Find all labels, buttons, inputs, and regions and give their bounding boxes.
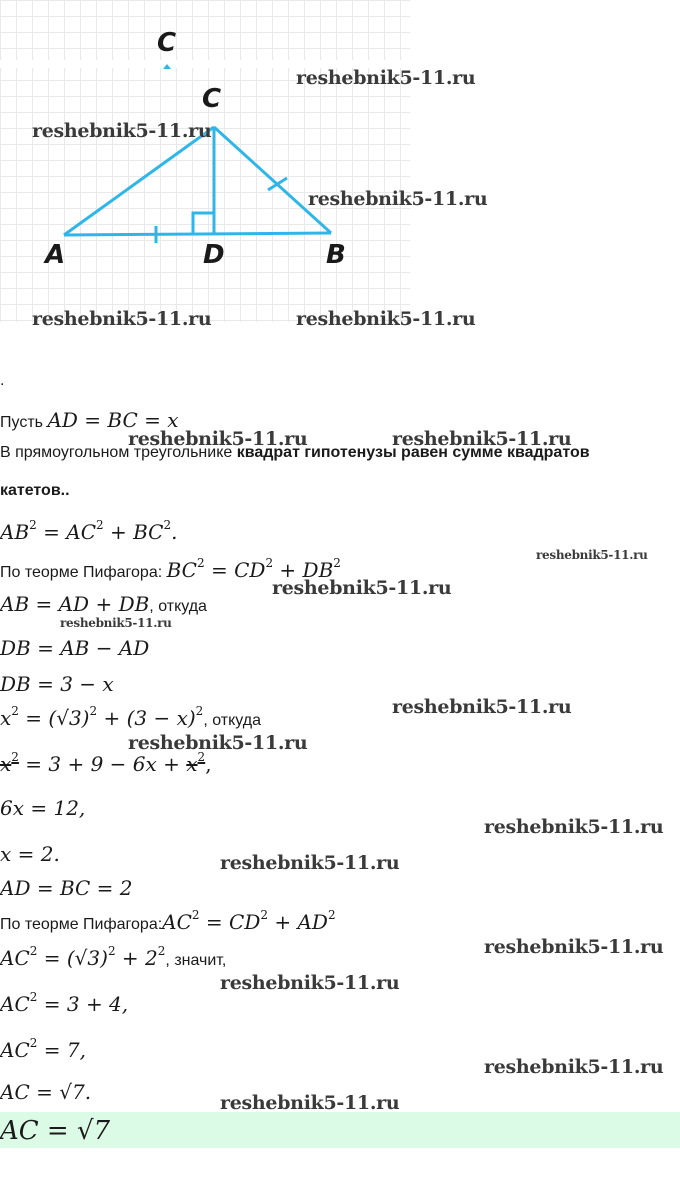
l13-math: AD = BC = 2 bbox=[0, 876, 133, 900]
vertex-label-c: C bbox=[202, 84, 222, 114]
l10-math: = 3 + 9 − 6x + bbox=[18, 752, 187, 776]
l1-text: Пусть bbox=[0, 414, 48, 431]
watermark: reshebnik5-11.ru bbox=[272, 577, 452, 599]
l10-strike-1: $x^2$ bbox=[0, 750, 19, 776]
watermark: reshebnik5-11.ru bbox=[128, 428, 308, 450]
c-marker-tick bbox=[163, 64, 171, 69]
solution-line-18 bbox=[0, 1080, 91, 1104]
l3-tail: .. bbox=[60, 482, 70, 499]
solution-line-4 bbox=[0, 520, 177, 544]
l8-math: DB = 3 − x bbox=[0, 672, 114, 696]
solution-line-15 bbox=[0, 946, 226, 970]
vertex-label-c-top: C bbox=[157, 28, 177, 58]
watermark: reshebnik5-11.ru bbox=[296, 67, 476, 89]
triangle-figure bbox=[0, 0, 420, 330]
l16-math: $AC^2 = 3 + 4$, bbox=[0, 990, 129, 1016]
watermark: reshebnik5-11.ru bbox=[60, 616, 172, 630]
solution-line-7 bbox=[0, 636, 149, 660]
solution-line-9 bbox=[0, 706, 261, 730]
solution-line-10 bbox=[0, 752, 212, 776]
solution-line-13 bbox=[0, 876, 133, 900]
watermark: reshebnik5-11.ru bbox=[392, 696, 572, 718]
answer-line bbox=[0, 1116, 110, 1146]
watermark: reshebnik5-11.ru bbox=[484, 1056, 664, 1078]
watermark: reshebnik5-11.ru bbox=[220, 852, 400, 874]
watermark: reshebnik5-11.ru bbox=[484, 936, 664, 958]
stray-dot: . bbox=[0, 372, 5, 389]
side-ab bbox=[64, 233, 331, 235]
watermark: reshebnik5-11.ru bbox=[308, 188, 488, 210]
l6-math: AB = AD + DB bbox=[0, 592, 150, 616]
answer-math: AC = √7 bbox=[0, 1116, 111, 1146]
l5-text: По теорме Пифагора: bbox=[0, 564, 167, 581]
solution-line-6 bbox=[0, 592, 207, 616]
l15-text: , значит, bbox=[165, 952, 227, 969]
l9-text: , откуда bbox=[203, 712, 261, 729]
l4-math: $AB^2 = AC^2 + BC^2$. bbox=[0, 518, 178, 544]
l9-math: $x^2 = (√3)^2 + (3 - x)^2$ bbox=[0, 704, 204, 730]
watermark: reshebnik5-11.ru bbox=[220, 972, 400, 994]
watermark: reshebnik5-11.ru bbox=[220, 1092, 400, 1114]
l11-math: 6x = 12, bbox=[0, 796, 86, 820]
solution-line-8 bbox=[0, 672, 114, 696]
watermark: reshebnik5-11.ru bbox=[392, 428, 572, 450]
l10-strike-2: $x^2$ bbox=[186, 750, 206, 776]
l2-bold: квадрат гипотенузы равен сумме квадратов bbox=[236, 444, 590, 461]
l18-math: AC = √7. bbox=[0, 1080, 92, 1104]
vertex-label-b: B bbox=[326, 240, 346, 270]
vertex-label-a: A bbox=[45, 240, 66, 270]
solution-line-17 bbox=[0, 1038, 86, 1062]
watermark: reshebnik5-11.ru bbox=[536, 548, 648, 562]
l12-math: x = 2. bbox=[0, 842, 60, 866]
l3-bold: катетов bbox=[0, 482, 61, 499]
l15-math: $AC^2 = (√3)^2 + 2^2$ bbox=[0, 944, 166, 970]
watermark: reshebnik5-11.ru bbox=[296, 308, 476, 330]
l14-text: По теорме Пифагора: bbox=[0, 916, 163, 933]
watermark: reshebnik5-11.ru bbox=[32, 308, 212, 330]
l14-math: $AC^2 = CD^2 + AD^2$ bbox=[162, 908, 336, 934]
watermark: reshebnik5-11.ru bbox=[128, 732, 308, 754]
l1-math: AD = BC = x bbox=[47, 408, 179, 432]
side-cb bbox=[214, 127, 331, 233]
solution-line-3 bbox=[0, 482, 70, 500]
l2-text: В прямоугольном треугольнике bbox=[0, 444, 237, 461]
l10-tail: , bbox=[205, 752, 212, 776]
right-angle-mark bbox=[193, 213, 214, 234]
l6-text: , откуда bbox=[149, 598, 207, 615]
answer-highlight bbox=[0, 1112, 680, 1148]
watermark: reshebnik5-11.ru bbox=[32, 120, 212, 142]
solution-line-11 bbox=[0, 796, 85, 820]
l5-math: $BC^2 = CD^2 + DB^2$ bbox=[166, 556, 341, 582]
l17-math: $AC^2 = 7$, bbox=[0, 1036, 86, 1062]
solution-line-12 bbox=[0, 842, 60, 866]
watermark: reshebnik5-11.ru bbox=[484, 816, 664, 838]
vertex-label-d: D bbox=[203, 240, 225, 270]
solution-line-16 bbox=[0, 992, 128, 1016]
solution-line-14 bbox=[0, 910, 336, 934]
l7-math: DB = AB − AD bbox=[0, 636, 150, 660]
